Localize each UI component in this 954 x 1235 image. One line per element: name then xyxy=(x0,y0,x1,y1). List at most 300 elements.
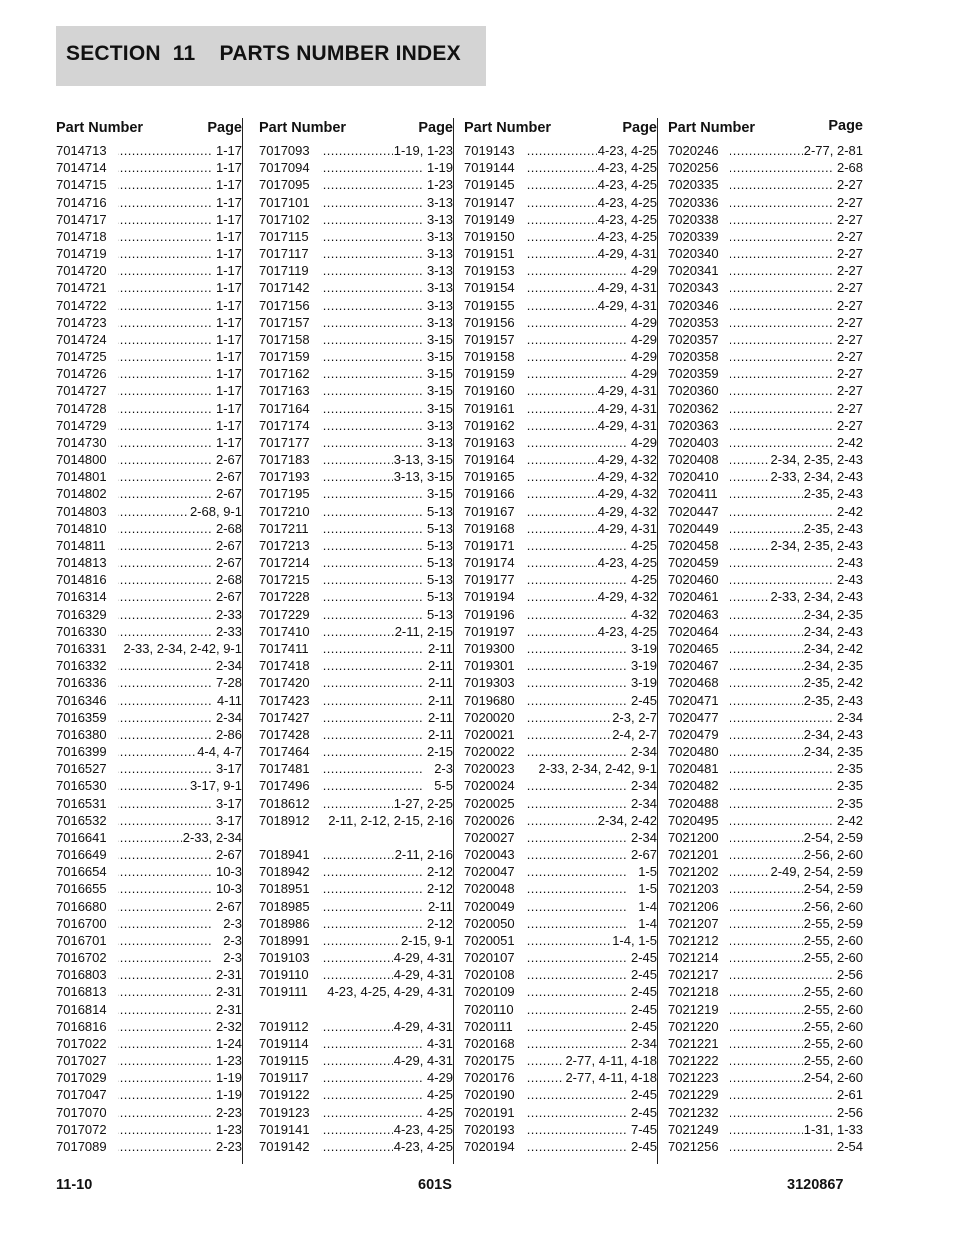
page-reference: 1-5 xyxy=(638,864,657,880)
part-number: 7014721 xyxy=(56,280,107,296)
page-reference: 3-13 xyxy=(426,434,453,450)
page-reference: 4-29, 4-32 xyxy=(597,589,657,605)
dot-leader xyxy=(321,537,423,554)
index-row xyxy=(259,314,453,331)
page-reference: 4-23, 4-25 xyxy=(597,555,657,571)
page-reference: 2-3 xyxy=(223,932,242,948)
part-number: 7020026 xyxy=(464,812,515,828)
page-reference: 1-23 xyxy=(426,177,453,193)
part-number: 7016530 xyxy=(56,778,107,794)
page-reference: 4-11 xyxy=(216,692,242,708)
index-row xyxy=(464,692,657,709)
part-number: 7019159 xyxy=(464,366,515,382)
part-number: 7020191 xyxy=(464,1104,515,1120)
dot-leader xyxy=(321,400,423,417)
page-reference: 5-13 xyxy=(426,606,453,622)
part-number: 7019149 xyxy=(464,211,515,227)
index-row xyxy=(464,142,657,159)
page-reference: 2-67 xyxy=(215,452,242,468)
index-row xyxy=(464,1086,657,1103)
page-reference: 4-23, 4-25 xyxy=(597,143,657,158)
page-reference: 4-29 xyxy=(630,314,657,330)
index-row xyxy=(668,537,863,554)
part-number: 7019174 xyxy=(464,555,515,571)
index-row xyxy=(464,1001,657,1018)
dot-leader xyxy=(118,400,212,417)
index-row xyxy=(259,245,453,262)
part-number: 7019150 xyxy=(464,228,515,244)
part-number: 7016803 xyxy=(56,967,107,983)
dot-leader xyxy=(730,365,833,382)
dot-leader xyxy=(730,245,833,262)
part-number: 7017210 xyxy=(259,503,310,519)
part-number: 7019300 xyxy=(464,640,515,656)
part-number: 7020051 xyxy=(464,932,515,948)
page-reference: 4-23, 4-25 xyxy=(597,194,657,210)
page-reference: 2-54, 2-59 xyxy=(803,829,863,845)
part-number: 7017174 xyxy=(259,417,310,433)
part-number: 7020110 xyxy=(464,1001,514,1017)
page-reference: 1-23 xyxy=(215,1121,242,1137)
dot-leader xyxy=(526,795,627,812)
part-number: 7014726 xyxy=(56,366,107,382)
page-header: Page xyxy=(418,120,453,136)
page-reference: 5-13 xyxy=(426,503,453,519)
part-number: 7020481 xyxy=(668,761,719,777)
index-row xyxy=(464,1104,657,1121)
index-row xyxy=(464,537,657,554)
page-reference: 4-29 xyxy=(630,331,657,347)
part-number: 7020335 xyxy=(668,177,719,193)
index-row xyxy=(259,1138,453,1155)
index-row xyxy=(464,588,657,605)
dot-leader xyxy=(730,571,833,588)
index-row xyxy=(464,468,657,485)
index-row xyxy=(56,365,242,382)
part-number: 7014730 xyxy=(56,434,107,450)
part-number: 7018912 xyxy=(259,812,310,828)
page-reference: 1-17 xyxy=(215,434,242,450)
dot-leader xyxy=(118,331,212,348)
index-row xyxy=(259,1121,453,1138)
index-row xyxy=(56,417,242,434)
part-number: 7019111 xyxy=(259,984,308,1000)
dot-leader xyxy=(118,1121,212,1138)
dot-leader xyxy=(321,314,423,331)
page-reference: 2-45 xyxy=(630,1087,657,1103)
part-number: 7014717 xyxy=(56,211,107,227)
index-row xyxy=(56,674,242,691)
part-number: 7020449 xyxy=(668,520,719,536)
index-row xyxy=(464,314,657,331)
part-number: 7016331 xyxy=(56,640,107,656)
index-row xyxy=(259,400,453,417)
page-reference: 1-17 xyxy=(215,417,242,433)
dot-leader xyxy=(526,880,627,897)
page-reference: 2-34 xyxy=(630,829,657,845)
dot-leader xyxy=(118,898,212,915)
index-row xyxy=(56,176,242,193)
index-row xyxy=(668,674,863,691)
dot-leader xyxy=(118,674,212,691)
part-number: 7019303 xyxy=(464,675,515,691)
page-reference: 2-43 xyxy=(836,572,863,588)
dot-leader xyxy=(321,777,423,794)
index-row xyxy=(259,1052,453,1069)
part-number: 7017213 xyxy=(259,537,310,553)
page-reference: 2-34 xyxy=(836,709,863,725)
index-row xyxy=(668,245,863,262)
page-reference: 3-13 xyxy=(426,228,453,244)
part-number: 7020359 xyxy=(668,366,719,382)
page-reference: 2-42 xyxy=(836,503,863,519)
part-number: 7019171 xyxy=(464,537,515,553)
column-header xyxy=(464,118,657,138)
part-number: 7021249 xyxy=(668,1121,719,1137)
dot-leader xyxy=(118,915,212,932)
index-row xyxy=(464,571,657,588)
index-row xyxy=(259,966,453,983)
index-row xyxy=(464,983,657,1000)
dot-leader xyxy=(118,966,212,983)
dot-leader xyxy=(321,863,423,880)
index-row xyxy=(259,623,453,640)
page-reference: 3-13 xyxy=(426,194,453,210)
part-number: 7017162 xyxy=(259,366,310,382)
dot-leader xyxy=(321,640,423,657)
dot-leader xyxy=(321,657,423,674)
part-number: 7017481 xyxy=(259,761,310,777)
dot-leader xyxy=(526,777,627,794)
page-reference: 2-35 xyxy=(836,761,863,777)
index-row xyxy=(668,279,863,296)
page-reference: 4-23, 4-25 xyxy=(597,177,657,193)
part-number: 7019147 xyxy=(464,194,515,210)
index-row xyxy=(56,245,242,262)
part-number: 7020480 xyxy=(668,744,719,760)
part-number: 7019151 xyxy=(464,246,515,262)
index-row xyxy=(56,262,242,279)
index-row xyxy=(259,1086,453,1103)
dot-leader xyxy=(118,863,212,880)
part-number: 7018991 xyxy=(259,932,310,948)
part-number: 7020024 xyxy=(464,778,515,794)
part-number: 7020353 xyxy=(668,314,719,330)
index-row xyxy=(56,537,242,554)
page-reference: 2-27 xyxy=(836,263,863,279)
page-reference: 2-27 xyxy=(836,297,863,313)
page-reference: 1-17 xyxy=(215,366,242,382)
index-row xyxy=(259,331,453,348)
part-number: 7019301 xyxy=(464,658,515,674)
dot-leader xyxy=(321,194,423,211)
page-reference: 4-29, 4-31 xyxy=(597,280,657,296)
page-reference: 2-11 xyxy=(427,675,453,691)
index-row xyxy=(259,709,453,726)
part-number: 7021220 xyxy=(668,1018,719,1034)
page-reference: 2-49, 2-54, 2-59 xyxy=(770,864,863,880)
page-reference: 2-67 xyxy=(215,537,242,553)
index-row xyxy=(668,451,863,468)
index-row xyxy=(464,760,657,777)
index-row xyxy=(56,606,242,623)
page-reference: 4-29 xyxy=(426,1070,453,1086)
page-header: Page xyxy=(622,120,657,136)
part-number: 7017022 xyxy=(56,1035,107,1051)
index-row xyxy=(56,211,242,228)
index-row xyxy=(464,1121,657,1138)
part-number: 7014714 xyxy=(56,160,107,176)
part-number: 7017072 xyxy=(56,1121,107,1137)
dot-leader xyxy=(526,314,627,331)
dot-leader xyxy=(730,1086,833,1103)
part-number: 7014723 xyxy=(56,314,107,330)
dot-leader xyxy=(730,434,833,451)
index-row xyxy=(259,194,453,211)
dot-leader xyxy=(526,1121,627,1138)
index-row xyxy=(464,640,657,657)
page-reference: 2-27 xyxy=(836,246,863,262)
page-reference: 2-3, 2-7 xyxy=(612,709,657,725)
page-reference: 1-4 xyxy=(638,898,657,914)
part-number: 7019143 xyxy=(464,143,515,158)
page-reference: 2-33 xyxy=(215,606,242,622)
dot-leader xyxy=(526,674,627,691)
index-row xyxy=(56,760,242,777)
part-number: 7020488 xyxy=(668,795,719,811)
index-row xyxy=(259,348,453,365)
index-row xyxy=(259,1018,453,1035)
dot-leader xyxy=(730,503,833,520)
dot-leader xyxy=(118,726,212,743)
dot-leader xyxy=(730,331,833,348)
page-reference: 2-27 xyxy=(836,417,863,433)
page-reference: 3-17 xyxy=(215,812,242,828)
index-row xyxy=(668,297,863,314)
index-row xyxy=(259,812,453,846)
part-number: 7020459 xyxy=(668,555,719,571)
index-row xyxy=(56,228,242,245)
index-row xyxy=(668,1052,863,1069)
dot-leader xyxy=(118,211,212,228)
part-number: 7021214 xyxy=(668,950,719,966)
page-reference: 1-24 xyxy=(215,1035,242,1051)
index-row xyxy=(56,468,242,485)
dot-leader xyxy=(526,1104,627,1121)
dot-leader xyxy=(526,434,627,451)
index-row xyxy=(259,795,453,812)
part-number: 7020464 xyxy=(668,623,719,639)
index-row xyxy=(668,640,863,657)
part-number: 7016655 xyxy=(56,881,107,897)
page-reference: 3-13 xyxy=(426,211,453,227)
dot-leader xyxy=(118,709,212,726)
part-number: 7021221 xyxy=(668,1035,719,1051)
page-reference: 2-34, 2-42 xyxy=(597,812,657,828)
dot-leader xyxy=(730,159,833,176)
index-row xyxy=(464,194,657,211)
dot-leader xyxy=(730,795,833,812)
dot-leader xyxy=(730,966,833,983)
part-number: 7016649 xyxy=(56,847,107,863)
page-reference: 2-33, 2-34, 2-42, 9-1 xyxy=(123,640,242,656)
page-reference: 2-11, 2-16 xyxy=(394,847,453,863)
part-number: 7020194 xyxy=(464,1138,515,1154)
index-row xyxy=(464,863,657,880)
index-row xyxy=(56,640,242,657)
dot-leader xyxy=(321,434,423,451)
column-header xyxy=(668,116,863,136)
part-number: 7020403 xyxy=(668,434,719,450)
part-number: 7017070 xyxy=(56,1104,107,1120)
part-number: 7017047 xyxy=(56,1087,107,1103)
page-reference: 3-15 xyxy=(426,331,453,347)
index-row xyxy=(464,262,657,279)
page-reference: 2-34, 2-35, 2-43 xyxy=(770,537,863,553)
index-row xyxy=(668,932,863,949)
page-reference: 3-17, 9-1 xyxy=(189,778,242,794)
index-row xyxy=(668,898,863,915)
dot-leader xyxy=(321,503,423,520)
part-number: 7021207 xyxy=(668,915,719,931)
part-number: 7020408 xyxy=(668,452,719,468)
index-row xyxy=(464,176,657,193)
page-reference: 2-27 xyxy=(836,314,863,330)
part-number: 7020363 xyxy=(668,417,719,433)
index-row xyxy=(259,571,453,588)
dot-leader xyxy=(118,228,212,245)
index-row xyxy=(464,623,657,640)
part-number: 7016527 xyxy=(56,761,107,777)
page-reference: 2-23 xyxy=(215,1104,242,1120)
index-row xyxy=(668,228,863,245)
page-reference: 2-86 xyxy=(215,726,242,742)
part-number: 7017156 xyxy=(259,297,310,313)
index-row xyxy=(668,657,863,674)
part-number: 7020190 xyxy=(464,1087,515,1103)
page-reference: 2-27 xyxy=(836,366,863,382)
dot-leader xyxy=(526,640,627,657)
part-number: 7021219 xyxy=(668,1001,719,1017)
part-number: 7021203 xyxy=(668,881,719,897)
page-reference: 2-31 xyxy=(215,984,242,1000)
part-number: 7020468 xyxy=(668,675,719,691)
dot-leader xyxy=(730,709,833,726)
page-reference: 4-32 xyxy=(630,606,657,622)
page-reference: 3-19 xyxy=(630,640,657,656)
index-row xyxy=(464,417,657,434)
page-reference: 2-34 xyxy=(630,778,657,794)
part-number: 7021201 xyxy=(668,847,719,863)
page-reference: 3-13 xyxy=(426,246,453,262)
page-reference: 2-23 xyxy=(215,1138,242,1154)
dot-leader xyxy=(526,657,627,674)
part-number: 7020109 xyxy=(464,984,515,1000)
index-row xyxy=(668,726,863,743)
part-number: 7020461 xyxy=(668,589,719,605)
page-reference: 4-29, 4-32 xyxy=(597,486,657,502)
index-row xyxy=(259,279,453,296)
dot-leader xyxy=(321,606,423,623)
page-reference: 2-45 xyxy=(630,1018,657,1034)
page-reference: 4-4, 4-7 xyxy=(197,744,242,760)
part-number: 7019157 xyxy=(464,331,515,347)
page-reference: 2-45 xyxy=(630,1104,657,1120)
index-row xyxy=(668,400,863,417)
dot-leader xyxy=(526,537,627,554)
dot-leader xyxy=(321,760,423,777)
page-reference: 4-29, 4-31 xyxy=(597,417,657,433)
page-reference: 4-29, 4-31 xyxy=(597,400,657,416)
index-row xyxy=(464,365,657,382)
index-row xyxy=(56,846,242,863)
index-row xyxy=(464,520,657,537)
page-reference: 5-13 xyxy=(426,537,453,553)
index-row xyxy=(668,365,863,382)
page-reference: 2-35, 2-42 xyxy=(803,675,863,691)
page-reference: 2-68 xyxy=(215,572,242,588)
index-row xyxy=(259,640,453,657)
page-reference: 2-45 xyxy=(630,1138,657,1154)
page-reference: 2-31 xyxy=(215,967,242,983)
dot-leader xyxy=(730,228,833,245)
part-number: 7020023 xyxy=(464,761,515,777)
dot-leader xyxy=(730,1104,833,1121)
part-number: 7019142 xyxy=(259,1139,310,1154)
page-reference: 5-13 xyxy=(426,520,453,536)
index-row xyxy=(668,1138,863,1155)
dot-leader xyxy=(118,365,212,382)
part-number: 7019196 xyxy=(464,606,515,622)
page-reference: 2-33 xyxy=(215,623,242,639)
dot-leader xyxy=(118,194,212,211)
page-reference: 2-67 xyxy=(215,898,242,914)
page-reference: 4-23, 4-25, 4-29, 4-31 xyxy=(321,983,453,1000)
page-reference: 4-29, 4-31 xyxy=(597,383,657,399)
part-number: 7016814 xyxy=(56,1001,107,1017)
part-number: 7018942 xyxy=(259,864,310,880)
index-row xyxy=(668,142,863,159)
dot-leader xyxy=(118,468,212,485)
dot-leader xyxy=(526,743,627,760)
index-row xyxy=(464,880,657,897)
page-reference: 1-17 xyxy=(215,263,242,279)
page-reference: 2-56 xyxy=(836,1104,863,1120)
page-reference: 2-34, 2-35 xyxy=(803,606,863,622)
index-row xyxy=(464,400,657,417)
page-reference: 5-5 xyxy=(434,778,453,794)
page-reference: 2-11 xyxy=(427,692,453,708)
page-reference: 2-34 xyxy=(630,744,657,760)
part-number: 7020168 xyxy=(464,1035,515,1051)
part-number: 7020343 xyxy=(668,280,719,296)
index-row xyxy=(56,1138,242,1155)
index-row xyxy=(259,176,453,193)
index-row xyxy=(259,382,453,399)
part-number: 7017427 xyxy=(259,709,310,725)
part-number: 7018951 xyxy=(259,881,310,897)
dot-leader xyxy=(321,726,423,743)
index-row xyxy=(668,623,863,640)
part-number: 7017215 xyxy=(259,572,310,588)
index-row xyxy=(668,1018,863,1035)
part-number: 7017101 xyxy=(259,194,310,210)
dot-leader xyxy=(526,571,627,588)
index-row xyxy=(464,451,657,468)
page-reference: 4-29, 4-31 xyxy=(393,1018,453,1034)
dot-leader xyxy=(321,674,423,691)
dot-leader xyxy=(526,983,627,1000)
